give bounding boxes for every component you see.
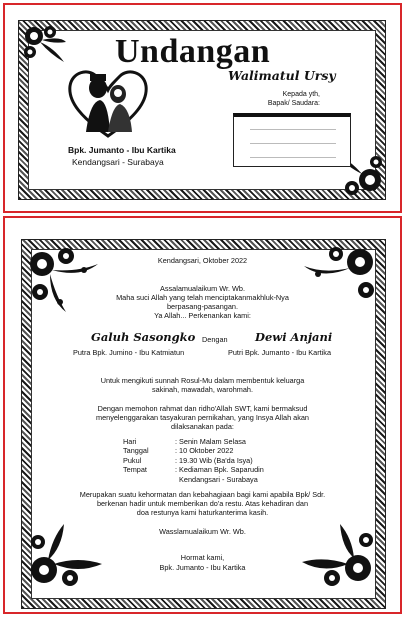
host-city: Kendangsari - Surabaya <box>72 157 164 167</box>
bride-parents: Putri Bpk. Jumanto - Ibu Kartika <box>228 348 332 357</box>
farewell: Wasslamualaikum Wr. Wb. <box>159 527 246 536</box>
closing-text: berkenan hadir untuk memberikan do'a restu. Atas kehadiran dan <box>96 499 309 508</box>
place-date: Kendangsari, Oktober 2022 <box>157 256 248 265</box>
address-line <box>250 157 336 158</box>
invitation-title: Undangan <box>115 33 271 70</box>
couple-silhouette-icon <box>62 62 154 142</box>
recipient-label: Kepada yth, Bapak/ Saudara: <box>267 91 320 107</box>
flower-ornament-icon <box>20 22 68 70</box>
event-details <box>123 437 264 484</box>
recipient-address-box[interactable] <box>233 113 351 167</box>
greeting: Assalamualaikum Wr. Wb. <box>159 284 246 293</box>
closing-text: doa restunya kami haturkanterima kasih. <box>136 508 269 517</box>
purpose-text: Untuk mengikuti sunnah Rosul-Mu dalam membentuk keluarga <box>100 376 305 385</box>
event-row: Tanggal : 10 Oktober 2022 <box>123 446 234 456</box>
purpose-text: sakinah, mawadah, warohmah. <box>152 385 253 394</box>
address-line <box>250 143 336 144</box>
groom-name: Galuh Sasongko <box>91 330 196 344</box>
invitation-subtitle: Walimatul Ursy <box>228 68 336 83</box>
event-row: Kendangsari - Surabaya <box>175 474 258 484</box>
opening-text: Maha suci Allah yang telah menciptakanmakhluk-Nya <box>116 293 289 302</box>
event-row: Tempat : Kediaman Bpk. Saparudin <box>123 465 264 475</box>
opening-text: berpasang-pasangan. <box>167 302 238 311</box>
address-line <box>250 129 336 130</box>
conjunction: Dengan <box>202 335 228 344</box>
request-text: menyelenggarakan tasyakuran pernikahan, yang Insya Allah akan <box>96 413 309 422</box>
regards: Hormat kami, <box>180 553 225 562</box>
event-row: Hari : Senin Malam Selasa <box>123 437 246 446</box>
signature: Bpk. Jumanto - Ibu Kartika <box>159 563 246 572</box>
request-text: Dengan memohon rahmat dan ridho'Allah SWT, kami bermaksud <box>97 404 308 413</box>
request-text: dilaksanakan pada: <box>171 422 234 431</box>
opening-text: Ya Allah... Perkenankan kami: <box>154 311 251 320</box>
closing-text: Merupakan suatu kehormatan dan kebahagiaan bagi kami apabila Bpk/ Sdr. <box>79 490 326 499</box>
bride-name: Dewi Anjani <box>255 330 333 344</box>
host-names: Bpk. Jumanto - Ibu Kartika <box>68 145 176 155</box>
event-row: Pukul : 19.30 Wib (Ba'da Isya) <box>123 455 253 465</box>
groom-parents: Putra Bpk. Jumino - Ibu Katmiatun <box>73 348 185 357</box>
